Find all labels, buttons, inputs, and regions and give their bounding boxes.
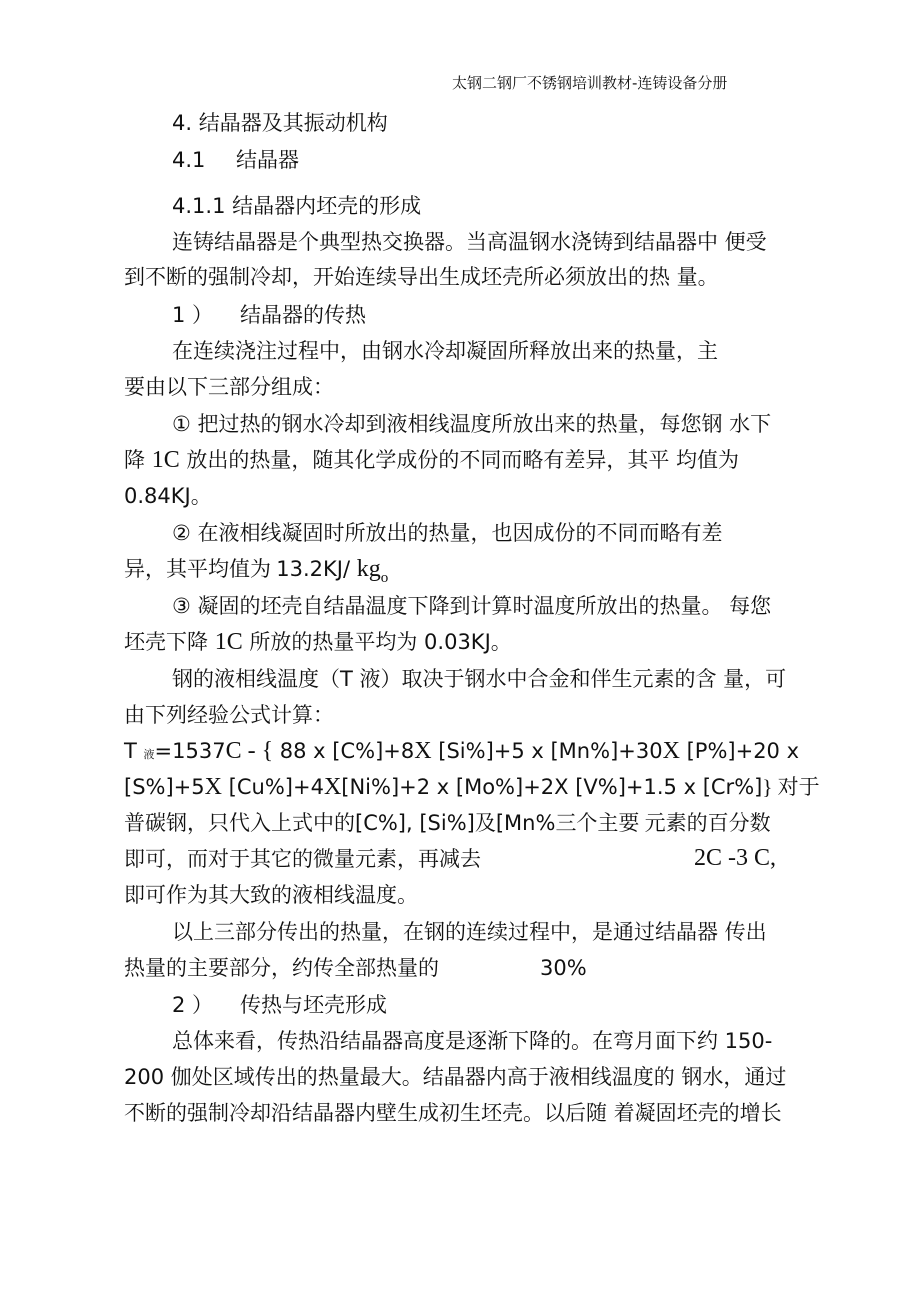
section-heading-4-1-number: 4.1 bbox=[172, 148, 206, 172]
paragraph-line: 由下列经验公式计算： bbox=[124, 703, 334, 727]
temperature-range: 2C -3 C, bbox=[694, 845, 777, 871]
paragraph-line: 降 1C 放出的热量，随其化学成份的不同而略有差异，其平 均值为 bbox=[124, 447, 740, 473]
paragraph-line: 不断的强制冷却沿结晶器内壁生成初生坯壳。以后随 着凝固坯壳的增长 bbox=[124, 1101, 782, 1125]
formula-line-2: [S%]+5X [Cu%]+4X[Ni%]+2 x [Mo%]+2X [V%]+1.5 x [Cr%]} 对于 bbox=[124, 774, 820, 800]
paragraph-line: 异，其平均值为 13.2KJ/ $kg_o$ bbox=[124, 556, 389, 586]
section-heading-4-1-title: 结晶器 bbox=[236, 148, 299, 172]
section-heading-4: 4. 结晶器及其振动机构 bbox=[172, 111, 388, 135]
section-heading-4-1-1: 4.1.1 结晶器内坯壳的形成 bbox=[172, 194, 422, 218]
paragraph-line: 普碳钢，只代入上式中的[C%], [Si%]及[Mn%三个主要 元素的百分数 bbox=[124, 811, 771, 835]
percentage-value: 30% bbox=[540, 956, 587, 980]
paragraph-line: 到不断的强制冷却，开始连续导出生成坯壳所必须放出的热 量。 bbox=[124, 265, 719, 289]
paragraph-line: 钢的液相线温度（T 液）取决于钢水中合金和伴生元素的含 量，可 bbox=[172, 667, 787, 691]
paragraph-line: 200 伽处区域传出的热量最大。结晶器内高于液相线温度的 钢水，通过 bbox=[124, 1065, 787, 1089]
paragraph-line: 总体来看，传热沿结晶器高度是逐渐下降的。在弯月面下约 150- bbox=[172, 1029, 773, 1053]
paragraph-line: 即可，而对于其它的微量元素，再减去 bbox=[124, 847, 481, 871]
paragraph-line: 热量的主要部分，约传全部热量的 bbox=[124, 956, 439, 980]
list-item-1: ① 把过热的钢水冷却到液相线温度所放出来的热量，每您钢 水下 bbox=[172, 412, 772, 436]
subheading-1-number: 1 ） bbox=[172, 303, 214, 327]
paragraph-line: 即可作为其大致的液相线温度。 bbox=[124, 883, 418, 907]
subheading-2-title: 传热与坯壳形成 bbox=[240, 993, 387, 1017]
subheading-1-title: 结晶器的传热 bbox=[240, 303, 366, 327]
paragraph-line: 连铸结晶器是个典型热交换器。当高温钢水浇铸到结晶器中 便受 bbox=[172, 230, 767, 254]
paragraph-line: 0.84KJ。 bbox=[124, 484, 212, 508]
paragraph-line: 以上三部分传出的热量，在钢的连续过程中，是通过结晶器 传出 bbox=[172, 920, 767, 944]
formula-line-1: T 液=1537C - { 88 x [C%]+8X [Si%]+5 x [Mn%]+30X [P%]+20 x bbox=[124, 738, 800, 764]
paragraph-line: 要由以下三部分组成： bbox=[124, 375, 334, 399]
paragraph-line: 在连续浇注过程中，由钢水冷却凝固所释放出来的热量，主 bbox=[172, 339, 718, 363]
list-item-2: ② 在液相线凝固时所放出的热量，也因成份的不同而略有差 bbox=[172, 521, 723, 545]
paragraph-line: 坯壳下降 1C 所放的热量平均为 0.03KJ。 bbox=[124, 629, 512, 655]
list-item-3: ③ 凝固的坯壳自结晶温度下降到计算时温度所放出的热量。 每您 bbox=[172, 594, 772, 618]
running-header: 太钢二钢厂不锈钢培训教材-连铸设备分册 bbox=[452, 74, 728, 92]
subheading-2-number: 2 ） bbox=[172, 993, 214, 1017]
